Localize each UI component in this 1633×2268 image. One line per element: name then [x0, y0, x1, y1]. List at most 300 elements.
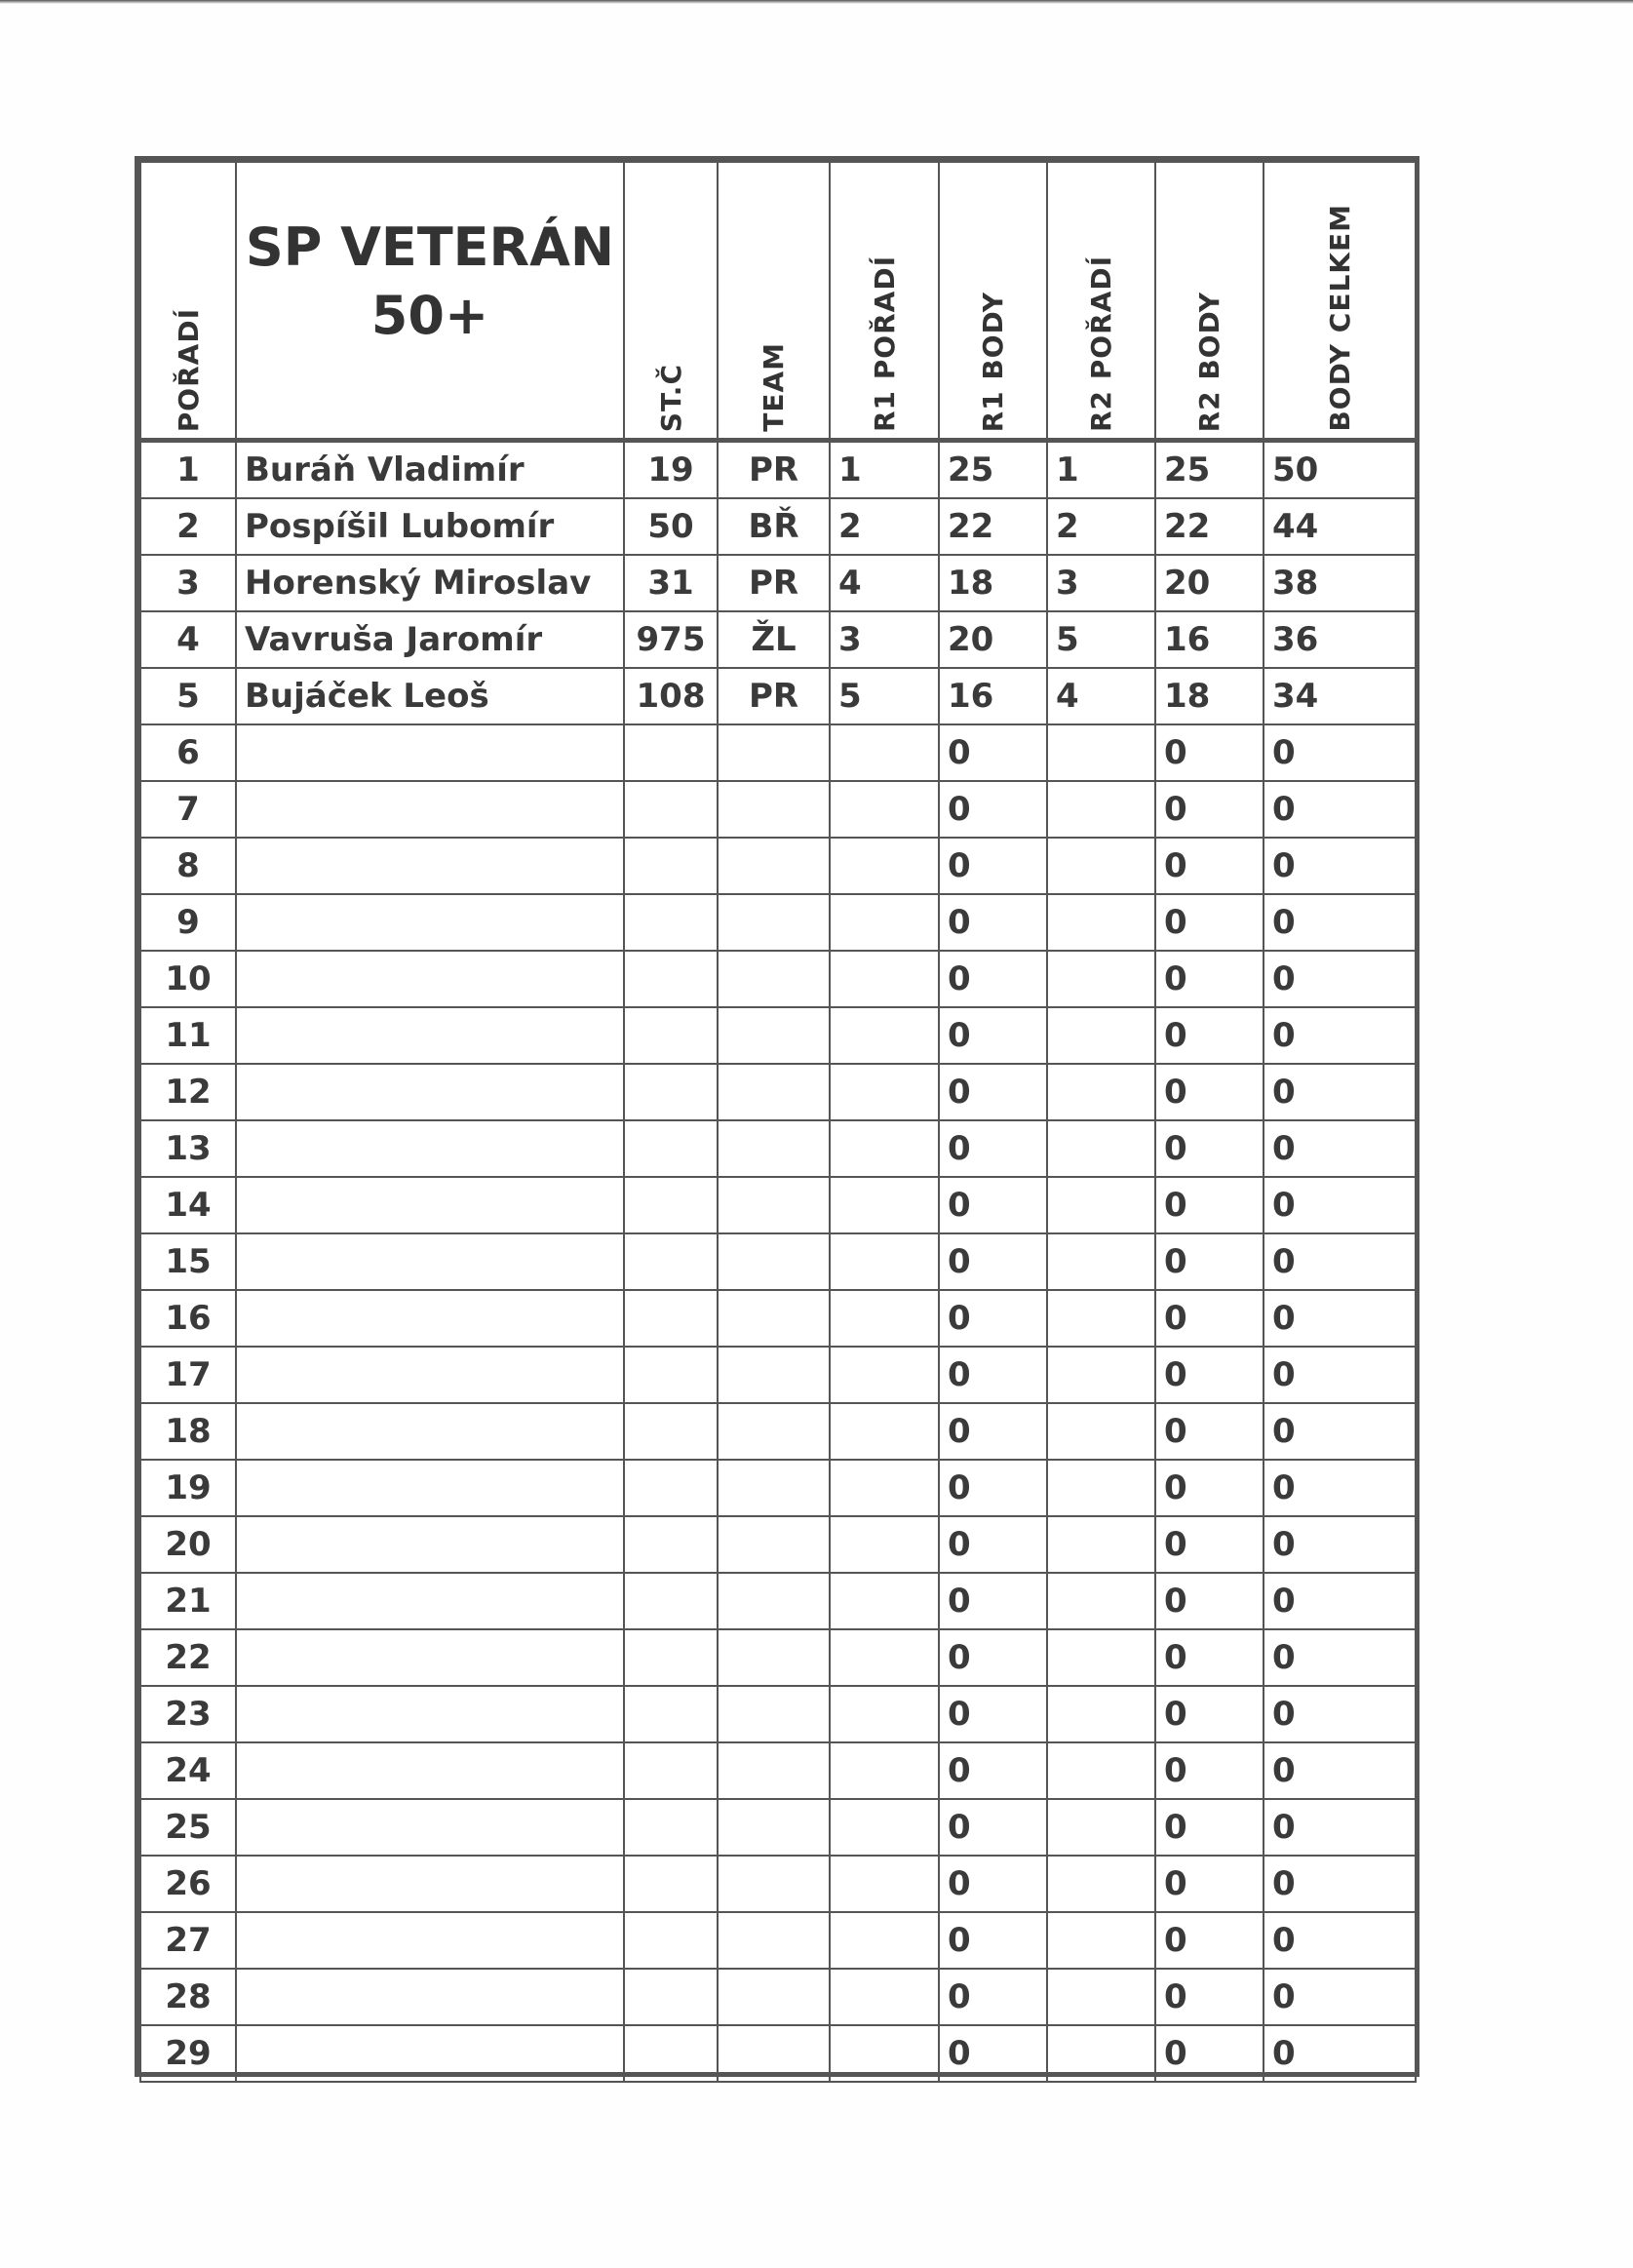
table-row [140, 1629, 1416, 1686]
cell-name [236, 894, 624, 951]
cell-body-celkem: 0 [1264, 724, 1416, 781]
cell-body-celkem: 0 [1264, 838, 1416, 894]
cell-r2-body: 0 [1155, 781, 1264, 838]
cell-r2-poradi: 5 [1047, 611, 1155, 668]
header-body-celkem [1264, 162, 1416, 441]
cell-r1-poradi [830, 1403, 939, 1460]
header-body-celkem-label: BODY CELKEM [1323, 204, 1356, 432]
cell-body-celkem: 34 [1264, 668, 1416, 724]
cell-r1-body: 20 [939, 611, 1047, 668]
cell-r2-body: 0 [1155, 724, 1264, 781]
cell-name [236, 951, 624, 1007]
results-sheet [135, 156, 1419, 2077]
cell-r1-poradi: 5 [830, 668, 939, 724]
cell-r1-poradi [830, 1064, 939, 1120]
cell-body-celkem: 0 [1264, 1516, 1416, 1573]
cell-r2-body: 0 [1155, 894, 1264, 951]
cell-team [718, 838, 830, 894]
cell-name [236, 2025, 624, 2082]
cell-body-celkem: 0 [1264, 1799, 1416, 1856]
cell-r2-poradi: 2 [1047, 498, 1155, 555]
cell-name [236, 1177, 624, 1233]
cell-team [718, 1403, 830, 1460]
cell-body-celkem: 0 [1264, 1290, 1416, 1347]
cell-poradi: 3 [140, 555, 236, 611]
cell-r1-poradi [830, 951, 939, 1007]
cell-r2-body: 0 [1155, 1347, 1264, 1403]
cell-st-c: 108 [624, 668, 718, 724]
cell-st-c [624, 1403, 718, 1460]
cell-r2-body: 16 [1155, 611, 1264, 668]
cell-poradi: 26 [140, 1856, 236, 1912]
cell-body-celkem: 0 [1264, 1460, 1416, 1516]
cell-r1-poradi [830, 838, 939, 894]
cell-r2-poradi [1047, 1742, 1155, 1799]
cell-poradi: 6 [140, 724, 236, 781]
cell-team [718, 951, 830, 1007]
cell-st-c [624, 1742, 718, 1799]
cell-team [718, 1177, 830, 1233]
table-row [140, 1347, 1416, 1403]
table-row [140, 894, 1416, 951]
cell-st-c: 31 [624, 555, 718, 611]
cell-body-celkem: 38 [1264, 555, 1416, 611]
cell-body-celkem: 0 [1264, 1573, 1416, 1629]
cell-team [718, 1516, 830, 1573]
cell-r1-body: 0 [939, 1177, 1047, 1233]
cell-r2-poradi [1047, 1403, 1155, 1460]
cell-r2-poradi [1047, 781, 1155, 838]
cell-st-c [624, 894, 718, 951]
cell-body-celkem: 0 [1264, 1856, 1416, 1912]
cell-body-celkem: 44 [1264, 498, 1416, 555]
table-row [140, 668, 1416, 724]
cell-team [718, 1686, 830, 1742]
cell-r1-body: 0 [939, 1629, 1047, 1686]
cell-r1-poradi [830, 1686, 939, 1742]
cell-name [236, 1290, 624, 1347]
cell-r2-poradi [1047, 1007, 1155, 1064]
cell-r2-body: 0 [1155, 1120, 1264, 1177]
header-r2-poradi [1047, 162, 1155, 441]
cell-r1-poradi [830, 1516, 939, 1573]
header-st-c-label: ST.Č [654, 363, 687, 432]
cell-r1-body: 16 [939, 668, 1047, 724]
cell-r2-body: 0 [1155, 1516, 1264, 1573]
cell-poradi: 24 [140, 1742, 236, 1799]
cell-st-c [624, 1177, 718, 1233]
cell-r2-body: 0 [1155, 1290, 1264, 1347]
cell-poradi: 22 [140, 1629, 236, 1686]
cell-r2-poradi [1047, 2025, 1155, 2082]
table-row [140, 1177, 1416, 1233]
cell-r2-body: 0 [1155, 951, 1264, 1007]
cell-poradi: 4 [140, 611, 236, 668]
cell-r2-body: 0 [1155, 1686, 1264, 1742]
cell-r2-poradi: 4 [1047, 668, 1155, 724]
cell-team [718, 1290, 830, 1347]
cell-team [718, 1799, 830, 1856]
cell-r1-poradi [830, 781, 939, 838]
cell-r1-poradi: 2 [830, 498, 939, 555]
table-row [140, 1799, 1416, 1856]
cell-r2-body: 0 [1155, 1573, 1264, 1629]
cell-team [718, 1573, 830, 1629]
cell-st-c [624, 1969, 718, 2025]
table-row [140, 1856, 1416, 1912]
cell-r1-poradi [830, 1007, 939, 1064]
cell-r2-poradi [1047, 1912, 1155, 1969]
header-team-label: TEAM [758, 342, 790, 432]
cell-r2-body: 0 [1155, 1007, 1264, 1064]
cell-st-c [624, 781, 718, 838]
cell-poradi: 7 [140, 781, 236, 838]
cell-r1-poradi [830, 1177, 939, 1233]
header-team [718, 162, 830, 441]
cell-r2-poradi [1047, 1686, 1155, 1742]
table-row [140, 1516, 1416, 1573]
cell-team [718, 1120, 830, 1177]
cell-r1-poradi: 1 [830, 441, 939, 499]
cell-poradi: 27 [140, 1912, 236, 1969]
cell-body-celkem: 0 [1264, 1177, 1416, 1233]
cell-poradi: 5 [140, 668, 236, 724]
cell-body-celkem: 0 [1264, 1912, 1416, 1969]
cell-body-celkem: 0 [1264, 2025, 1416, 2082]
header-r1-poradi [830, 162, 939, 441]
cell-team [718, 1233, 830, 1290]
cell-r1-body: 0 [939, 1460, 1047, 1516]
cell-r2-poradi [1047, 1347, 1155, 1403]
cell-st-c [624, 1007, 718, 1064]
cell-r1-body: 25 [939, 441, 1047, 499]
cell-st-c [624, 1799, 718, 1856]
cell-poradi: 13 [140, 1120, 236, 1177]
cell-r2-poradi [1047, 1120, 1155, 1177]
header-r1-body [939, 162, 1047, 441]
results-body [140, 441, 1416, 2083]
cell-st-c [624, 1347, 718, 1403]
cell-body-celkem: 50 [1264, 441, 1416, 499]
cell-body-celkem: 0 [1264, 781, 1416, 838]
cell-r1-body: 0 [939, 1912, 1047, 1969]
table-row [140, 1742, 1416, 1799]
title-line1: SP VETERÁN [245, 216, 615, 278]
cell-r2-body: 0 [1155, 1629, 1264, 1686]
cell-body-celkem: 0 [1264, 1629, 1416, 1686]
cell-team [718, 1064, 830, 1120]
cell-st-c [624, 1573, 718, 1629]
cell-r1-body: 0 [939, 1233, 1047, 1290]
cell-body-celkem: 0 [1264, 1064, 1416, 1120]
cell-name [236, 838, 624, 894]
cell-body-celkem: 0 [1264, 1007, 1416, 1064]
cell-body-celkem: 0 [1264, 1969, 1416, 2025]
cell-r1-body: 0 [939, 1290, 1047, 1347]
table-row [140, 1064, 1416, 1120]
cell-poradi: 2 [140, 498, 236, 555]
table-row [140, 1290, 1416, 1347]
cell-r2-poradi [1047, 724, 1155, 781]
cell-r1-poradi [830, 1742, 939, 1799]
header-r2-poradi-label: R2 POŘADÍ [1085, 254, 1117, 432]
cell-r1-poradi [830, 1347, 939, 1403]
header-poradi-label: POŘADÍ [172, 307, 205, 432]
cell-team [718, 1742, 830, 1799]
cell-body-celkem: 0 [1264, 1233, 1416, 1290]
header-r1-poradi-label: R1 POŘADÍ [868, 254, 901, 432]
cell-poradi: 25 [140, 1799, 236, 1856]
cell-r2-body: 25 [1155, 441, 1264, 499]
cell-r1-poradi [830, 1856, 939, 1912]
cell-name [236, 1007, 624, 1064]
header-r2-body-label: R2 BODY [1193, 291, 1225, 432]
cell-name [236, 724, 624, 781]
cell-r1-poradi [830, 724, 939, 781]
cell-name: Bujáček Leoš [236, 668, 624, 724]
cell-r2-body: 20 [1155, 555, 1264, 611]
cell-r1-body: 0 [939, 1686, 1047, 1742]
cell-r1-body: 0 [939, 1516, 1047, 1573]
cell-st-c [624, 951, 718, 1007]
cell-r2-body: 0 [1155, 1233, 1264, 1290]
cell-poradi: 14 [140, 1177, 236, 1233]
table-row [140, 1969, 1416, 2025]
cell-r2-poradi [1047, 1064, 1155, 1120]
cell-name [236, 1347, 624, 1403]
table-row [140, 498, 1416, 555]
cell-r2-body: 0 [1155, 1856, 1264, 1912]
cell-st-c: 50 [624, 498, 718, 555]
cell-r1-poradi [830, 1969, 939, 2025]
cell-r2-poradi [1047, 894, 1155, 951]
cell-poradi: 9 [140, 894, 236, 951]
cell-r1-poradi [830, 1460, 939, 1516]
cell-st-c [624, 1120, 718, 1177]
cell-r1-body: 0 [939, 1856, 1047, 1912]
cell-poradi: 10 [140, 951, 236, 1007]
cell-st-c [624, 1064, 718, 1120]
cell-r1-body: 0 [939, 1403, 1047, 1460]
table-row [140, 1686, 1416, 1742]
cell-body-celkem: 0 [1264, 1120, 1416, 1177]
cell-r2-poradi [1047, 1799, 1155, 1856]
cell-r1-body: 0 [939, 1007, 1047, 1064]
cell-r1-poradi [830, 1120, 939, 1177]
cell-st-c [624, 1460, 718, 1516]
cell-body-celkem: 0 [1264, 1403, 1416, 1460]
cell-r1-poradi [830, 1573, 939, 1629]
cell-poradi: 1 [140, 441, 236, 499]
cell-poradi: 11 [140, 1007, 236, 1064]
cell-team [718, 2025, 830, 2082]
cell-body-celkem: 36 [1264, 611, 1416, 668]
cell-r2-body: 0 [1155, 838, 1264, 894]
cell-r1-body: 0 [939, 1064, 1047, 1120]
cell-st-c [624, 2025, 718, 2082]
cell-name: Buráň Vladimír [236, 441, 624, 499]
cell-r1-body: 0 [939, 781, 1047, 838]
cell-poradi: 19 [140, 1460, 236, 1516]
cell-r2-body: 0 [1155, 1403, 1264, 1460]
cell-r2-body: 0 [1155, 1177, 1264, 1233]
cell-r2-poradi [1047, 1629, 1155, 1686]
table-row [140, 611, 1416, 668]
header-r1-body-label: R1 BODY [977, 291, 1009, 432]
cell-name [236, 1064, 624, 1120]
table-row [140, 1403, 1416, 1460]
cell-r1-body: 0 [939, 1573, 1047, 1629]
table-row [140, 951, 1416, 1007]
cell-r2-poradi [1047, 1290, 1155, 1347]
cell-name [236, 1856, 624, 1912]
cell-r1-poradi [830, 2025, 939, 2082]
cell-r2-poradi: 3 [1047, 555, 1155, 611]
cell-st-c [624, 1629, 718, 1686]
cell-r2-poradi [1047, 1460, 1155, 1516]
cell-team: PR [718, 555, 830, 611]
table-row [140, 838, 1416, 894]
table-row [140, 1120, 1416, 1177]
cell-team [718, 724, 830, 781]
cell-r2-body: 0 [1155, 1064, 1264, 1120]
cell-name [236, 1233, 624, 1290]
table-row [140, 781, 1416, 838]
cell-r2-body: 0 [1155, 1460, 1264, 1516]
cell-team [718, 1856, 830, 1912]
cell-team [718, 1912, 830, 1969]
cell-st-c [624, 724, 718, 781]
cell-name: Pospíšil Lubomír [236, 498, 624, 555]
cell-st-c: 19 [624, 441, 718, 499]
cell-r2-poradi [1047, 1573, 1155, 1629]
cell-poradi: 16 [140, 1290, 236, 1347]
cell-st-c [624, 1856, 718, 1912]
cell-st-c [624, 838, 718, 894]
cell-poradi: 29 [140, 2025, 236, 2082]
table-row [140, 1912, 1416, 1969]
cell-poradi: 15 [140, 1233, 236, 1290]
table-row [140, 1460, 1416, 1516]
cell-r1-body: 0 [939, 894, 1047, 951]
title-line2: 50+ [370, 285, 489, 347]
cell-st-c [624, 1290, 718, 1347]
cell-r2-poradi [1047, 1856, 1155, 1912]
cell-st-c [624, 1912, 718, 1969]
cell-name [236, 1460, 624, 1516]
cell-poradi: 28 [140, 1969, 236, 2025]
cell-r1-body: 0 [939, 2025, 1047, 2082]
cell-name [236, 1120, 624, 1177]
cell-r1-body: 0 [939, 951, 1047, 1007]
cell-r1-body: 0 [939, 1120, 1047, 1177]
cell-body-celkem: 0 [1264, 1742, 1416, 1799]
cell-poradi: 21 [140, 1573, 236, 1629]
cell-team [718, 1460, 830, 1516]
cell-r2-body: 0 [1155, 2025, 1264, 2082]
cell-name [236, 781, 624, 838]
cell-r1-poradi [830, 894, 939, 951]
cell-r2-body: 18 [1155, 668, 1264, 724]
cell-r1-poradi: 4 [830, 555, 939, 611]
cell-name [236, 1742, 624, 1799]
cell-name [236, 1912, 624, 1969]
cell-name [236, 1516, 624, 1573]
cell-r2-poradi [1047, 1233, 1155, 1290]
cell-r1-poradi [830, 1799, 939, 1856]
header-row [140, 162, 1416, 441]
cell-st-c [624, 1686, 718, 1742]
cell-st-c [624, 1233, 718, 1290]
cell-r1-poradi: 3 [830, 611, 939, 668]
cell-team [718, 1007, 830, 1064]
cell-r2-poradi: 1 [1047, 441, 1155, 499]
cell-r1-poradi [830, 1290, 939, 1347]
header-poradi [140, 162, 236, 441]
cell-team [718, 1347, 830, 1403]
header-title [236, 162, 624, 441]
cell-r2-body: 0 [1155, 1912, 1264, 1969]
cell-r1-body: 0 [939, 1742, 1047, 1799]
cell-poradi: 8 [140, 838, 236, 894]
cell-name [236, 1799, 624, 1856]
cell-body-celkem: 0 [1264, 1347, 1416, 1403]
cell-team: ŽL [718, 611, 830, 668]
table-row [140, 1573, 1416, 1629]
cell-r2-poradi [1047, 1177, 1155, 1233]
cell-poradi: 18 [140, 1403, 236, 1460]
table-row [140, 2025, 1416, 2082]
cell-team [718, 894, 830, 951]
scan-edge-shadow [0, 0, 1633, 4]
cell-name: Vavruša Jaromír [236, 611, 624, 668]
cell-r2-poradi [1047, 1516, 1155, 1573]
cell-team: BŘ [718, 498, 830, 555]
cell-name [236, 1573, 624, 1629]
cell-team [718, 781, 830, 838]
cell-poradi: 20 [140, 1516, 236, 1573]
cell-r1-body: 0 [939, 1799, 1047, 1856]
cell-name [236, 1629, 624, 1686]
cell-st-c [624, 1516, 718, 1573]
cell-r1-body: 0 [939, 1347, 1047, 1403]
cell-r1-poradi [830, 1233, 939, 1290]
header-st-c [624, 162, 718, 441]
cell-body-celkem: 0 [1264, 951, 1416, 1007]
cell-team: PR [718, 668, 830, 724]
cell-body-celkem: 0 [1264, 1686, 1416, 1742]
cell-team [718, 1969, 830, 2025]
cell-r1-poradi [830, 1629, 939, 1686]
cell-poradi: 17 [140, 1347, 236, 1403]
cell-r2-poradi [1047, 838, 1155, 894]
cell-name: Horenský Miroslav [236, 555, 624, 611]
cell-st-c: 975 [624, 611, 718, 668]
cell-r1-body: 18 [939, 555, 1047, 611]
cell-poradi: 12 [140, 1064, 236, 1120]
cell-r1-body: 22 [939, 498, 1047, 555]
cell-r1-poradi [830, 1912, 939, 1969]
cell-r2-body: 22 [1155, 498, 1264, 555]
cell-r2-poradi [1047, 951, 1155, 1007]
cell-body-celkem: 0 [1264, 894, 1416, 951]
cell-poradi: 23 [140, 1686, 236, 1742]
cell-team [718, 1629, 830, 1686]
cell-r2-body: 0 [1155, 1969, 1264, 2025]
cell-name [236, 1403, 624, 1460]
cell-team: PR [718, 441, 830, 499]
cell-r1-body: 0 [939, 838, 1047, 894]
